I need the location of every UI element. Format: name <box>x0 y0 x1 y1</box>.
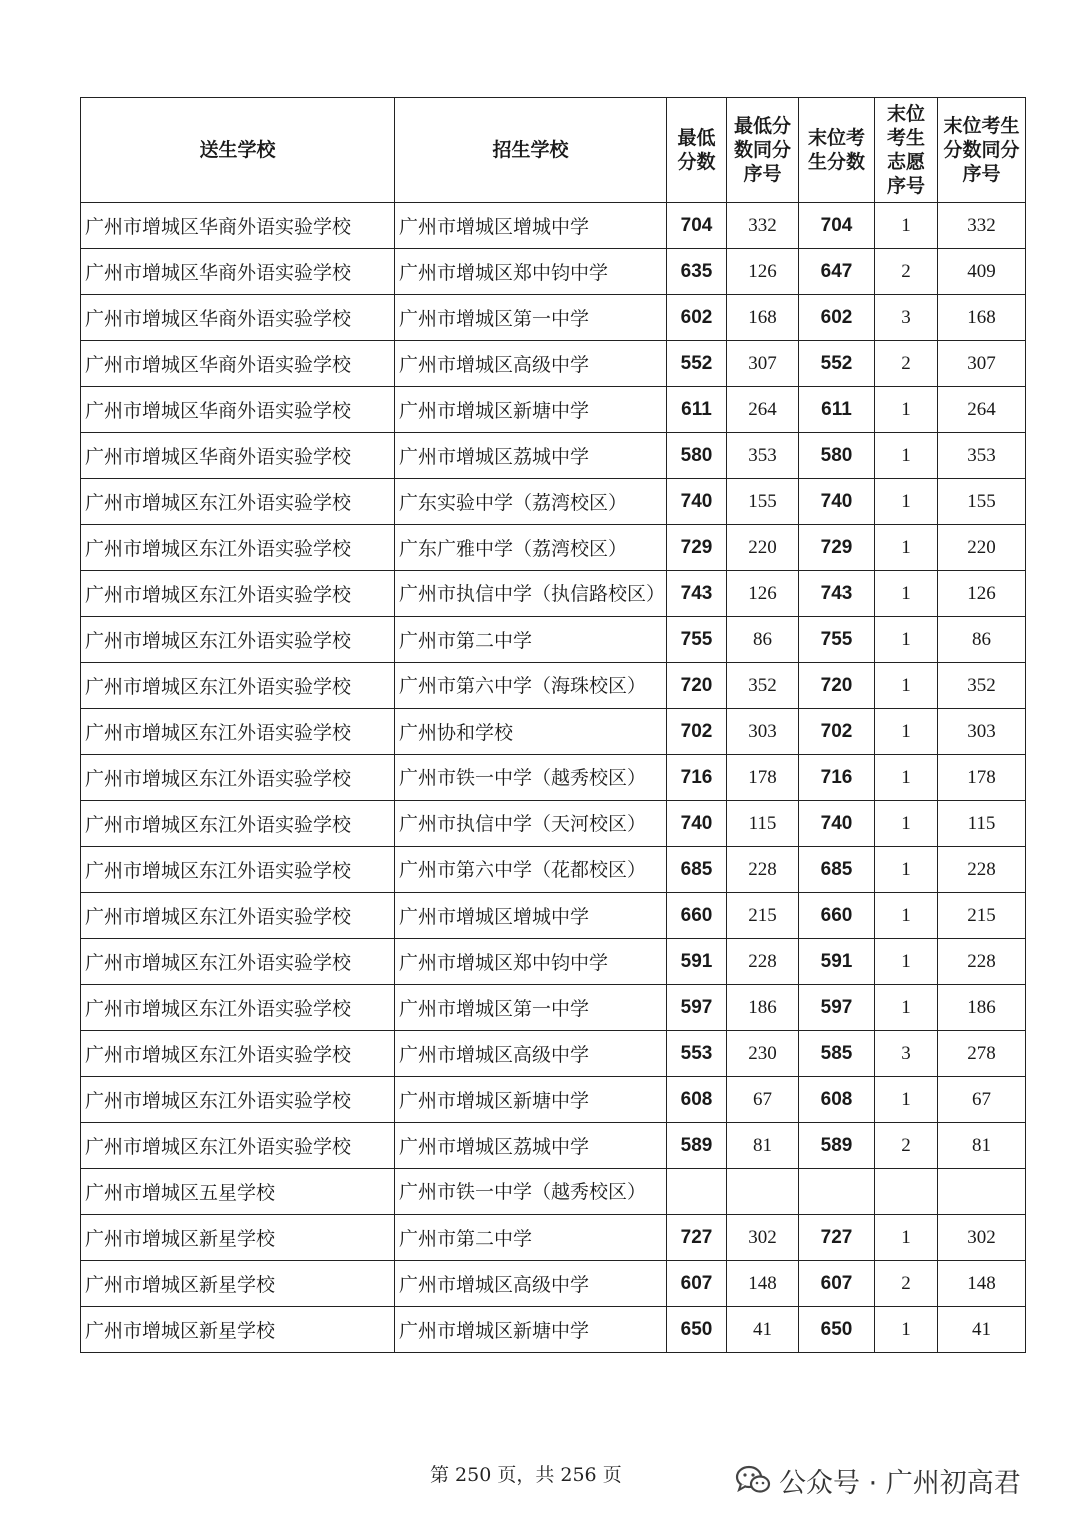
cell-recruiting-school: 广州市增城区增城中学 <box>395 203 667 249</box>
cell-sender-school: 广州市增城区东江外语实验学校 <box>81 571 395 617</box>
cell-recruiting-school: 广州市执信中学（执信路校区） <box>395 571 667 617</box>
cell-min-score: 727 <box>667 1215 727 1261</box>
cell-min-score: 716 <box>667 755 727 801</box>
cell-sender-school: 广州市增城区东江外语实验学校 <box>81 1031 395 1077</box>
cell-min-rank: 86 <box>727 617 799 663</box>
table-header-row <box>81 98 1026 203</box>
cell-recruiting-school: 广东广雅中学（荔湾校区） <box>395 525 667 571</box>
header-recruiting-school: 招生学校 <box>395 98 667 203</box>
cell-min-score: 611 <box>667 387 727 433</box>
cell-last-rank: 115 <box>938 801 1026 847</box>
cell-last-choice: 3 <box>875 295 938 341</box>
cell-recruiting-school: 广州市铁一中学（越秀校区） <box>395 755 667 801</box>
table-row <box>81 939 1026 985</box>
cell-last-rank: 264 <box>938 387 1026 433</box>
cell-last-score: 729 <box>799 525 875 571</box>
cell-min-rank: 264 <box>727 387 799 433</box>
cell-sender-school: 广州市增城区东江外语实验学校 <box>81 479 395 525</box>
cell-last-score: 589 <box>799 1123 875 1169</box>
table-row <box>81 617 1026 663</box>
cell-last-score: 585 <box>799 1031 875 1077</box>
cell-min-score: 602 <box>667 295 727 341</box>
cell-last-score: 720 <box>799 663 875 709</box>
cell-recruiting-school: 广州市增城区荔城中学 <box>395 433 667 479</box>
cell-recruiting-school: 广州市第二中学 <box>395 617 667 663</box>
cell-min-rank: 67 <box>727 1077 799 1123</box>
cell-last-rank: 86 <box>938 617 1026 663</box>
cell-last-choice: 2 <box>875 341 938 387</box>
table-body <box>81 203 1026 1353</box>
cell-last-choice: 1 <box>875 755 938 801</box>
cell-last-score: 650 <box>799 1307 875 1353</box>
cell-last-score: 704 <box>799 203 875 249</box>
cell-last-rank: 352 <box>938 663 1026 709</box>
table-row <box>81 295 1026 341</box>
table-row <box>81 479 1026 525</box>
table-row <box>81 1215 1026 1261</box>
cell-min-rank: 332 <box>727 203 799 249</box>
cell-min-rank: 220 <box>727 525 799 571</box>
cell-last-score: 591 <box>799 939 875 985</box>
wechat-icon <box>735 1465 771 1495</box>
cell-last-score: 597 <box>799 985 875 1031</box>
cell-recruiting-school: 广州市增城区新塘中学 <box>395 387 667 433</box>
cell-min-rank: 303 <box>727 709 799 755</box>
cell-sender-school: 广州市增城区东江外语实验学校 <box>81 617 395 663</box>
table-row <box>81 893 1026 939</box>
cell-last-rank: 353 <box>938 433 1026 479</box>
cell-sender-school: 广州市增城区东江外语实验学校 <box>81 847 395 893</box>
table-row <box>81 847 1026 893</box>
page-indicator: 第 250 页，共 256 页 <box>430 1464 622 1486</box>
cell-min-score: 635 <box>667 249 727 295</box>
cell-last-rank: 220 <box>938 525 1026 571</box>
table-row <box>81 801 1026 847</box>
table-row <box>81 1307 1026 1353</box>
cell-recruiting-school: 广州市增城区高级中学 <box>395 341 667 387</box>
cell-sender-school: 广州市增城区东江外语实验学校 <box>81 939 395 985</box>
cell-min-score: 553 <box>667 1031 727 1077</box>
cell-sender-school: 广州市增城区东江外语实验学校 <box>81 709 395 755</box>
cell-last-choice: 1 <box>875 1307 938 1353</box>
cell-last-score: 740 <box>799 801 875 847</box>
cell-min-score: 755 <box>667 617 727 663</box>
cell-last-rank <box>938 1169 1026 1215</box>
cell-min-rank: 307 <box>727 341 799 387</box>
cell-last-choice: 1 <box>875 571 938 617</box>
table-row <box>81 525 1026 571</box>
cell-sender-school: 广州市增城区华商外语实验学校 <box>81 341 395 387</box>
cell-min-score: 704 <box>667 203 727 249</box>
cell-last-rank: 186 <box>938 985 1026 1031</box>
cell-min-rank: 155 <box>727 479 799 525</box>
cell-sender-school: 广州市增城区东江外语实验学校 <box>81 525 395 571</box>
cell-last-choice: 1 <box>875 1215 938 1261</box>
cell-last-choice: 2 <box>875 1123 938 1169</box>
cell-sender-school: 广州市增城区新星学校 <box>81 1307 395 1353</box>
cell-recruiting-school: 广州市铁一中学（越秀校区） <box>395 1169 667 1215</box>
cell-min-rank: 215 <box>727 893 799 939</box>
cell-last-score: 602 <box>799 295 875 341</box>
cell-last-rank: 215 <box>938 893 1026 939</box>
cell-last-choice: 1 <box>875 617 938 663</box>
cell-recruiting-school: 广东实验中学（荔湾校区） <box>395 479 667 525</box>
cell-last-choice: 2 <box>875 249 938 295</box>
cell-last-choice: 1 <box>875 387 938 433</box>
cell-sender-school: 广州市增城区华商外语实验学校 <box>81 387 395 433</box>
header-last-score <box>799 98 875 203</box>
header-last-choice <box>875 98 938 203</box>
cell-last-choice: 1 <box>875 939 938 985</box>
cell-last-score: 716 <box>799 755 875 801</box>
cell-last-choice: 1 <box>875 893 938 939</box>
cell-recruiting-school: 广州市第六中学（海珠校区） <box>395 663 667 709</box>
cell-recruiting-school: 广州市增城区高级中学 <box>395 1031 667 1077</box>
cell-last-choice: 1 <box>875 1077 938 1123</box>
table-row <box>81 341 1026 387</box>
cell-last-rank: 168 <box>938 295 1026 341</box>
cell-recruiting-school: 广州市增城区郑中钧中学 <box>395 249 667 295</box>
cell-min-score: 552 <box>667 341 727 387</box>
table-row <box>81 433 1026 479</box>
cell-last-rank: 228 <box>938 847 1026 893</box>
cell-last-score: 660 <box>799 893 875 939</box>
cell-sender-school: 广州市增城区东江外语实验学校 <box>81 755 395 801</box>
cell-min-score: 740 <box>667 479 727 525</box>
table-row <box>81 663 1026 709</box>
cell-sender-school: 广州市增城区东江外语实验学校 <box>81 893 395 939</box>
cell-sender-school: 广州市增城区东江外语实验学校 <box>81 1123 395 1169</box>
cell-min-score: 597 <box>667 985 727 1031</box>
cell-min-rank <box>727 1169 799 1215</box>
header-last-score-text: 末位考生分数 <box>807 127 865 173</box>
cell-last-choice <box>875 1169 938 1215</box>
cell-recruiting-school: 广州市增城区郑中钧中学 <box>395 939 667 985</box>
cell-last-rank: 228 <box>938 939 1026 985</box>
cell-min-rank: 81 <box>727 1123 799 1169</box>
cell-last-choice: 1 <box>875 985 938 1031</box>
cell-last-choice: 1 <box>875 709 938 755</box>
cell-last-rank: 332 <box>938 203 1026 249</box>
cell-recruiting-school: 广州协和学校 <box>395 709 667 755</box>
cell-min-score: 660 <box>667 893 727 939</box>
header-min-rank-text: 最低分数同分序号 <box>733 115 791 185</box>
cell-recruiting-school: 广州市增城区高级中学 <box>395 1261 667 1307</box>
cell-min-score: 702 <box>667 709 727 755</box>
cell-min-rank: 353 <box>727 433 799 479</box>
cell-min-score: 743 <box>667 571 727 617</box>
cell-recruiting-school: 广州市增城区荔城中学 <box>395 1123 667 1169</box>
cell-sender-school: 广州市增城区东江外语实验学校 <box>81 985 395 1031</box>
cell-recruiting-school: 广州市第二中学 <box>395 1215 667 1261</box>
cell-min-score: 685 <box>667 847 727 893</box>
cell-last-rank: 81 <box>938 1123 1026 1169</box>
cell-last-choice: 1 <box>875 203 938 249</box>
table-row <box>81 1169 1026 1215</box>
admission-table <box>80 97 1026 1353</box>
cell-last-score: 685 <box>799 847 875 893</box>
watermark <box>735 1458 1021 1502</box>
table-row <box>81 755 1026 801</box>
cell-min-score: 589 <box>667 1123 727 1169</box>
cell-last-score: 647 <box>799 249 875 295</box>
cell-sender-school: 广州市增城区东江外语实验学校 <box>81 801 395 847</box>
table-row <box>81 387 1026 433</box>
header-sender-school: 送生学校 <box>81 98 395 203</box>
cell-min-score: 607 <box>667 1261 727 1307</box>
cell-last-score: 552 <box>799 341 875 387</box>
cell-last-rank: 178 <box>938 755 1026 801</box>
cell-min-rank: 228 <box>727 939 799 985</box>
header-min-rank <box>727 98 799 203</box>
table-row <box>81 1077 1026 1123</box>
cell-sender-school: 广州市增城区东江外语实验学校 <box>81 1077 395 1123</box>
table-row <box>81 709 1026 755</box>
cell-last-score <box>799 1169 875 1215</box>
cell-min-rank: 230 <box>727 1031 799 1077</box>
cell-last-score: 740 <box>799 479 875 525</box>
cell-min-score: 720 <box>667 663 727 709</box>
cell-min-rank: 126 <box>727 249 799 295</box>
cell-min-rank: 302 <box>727 1215 799 1261</box>
cell-min-score: 580 <box>667 433 727 479</box>
cell-min-score: 740 <box>667 801 727 847</box>
header-last-rank-text: 末位考生分数同分序号 <box>943 115 1020 185</box>
header-min-score-text: 最低分数 <box>677 127 716 173</box>
cell-min-score: 729 <box>667 525 727 571</box>
cell-min-rank: 115 <box>727 801 799 847</box>
cell-last-score: 727 <box>799 1215 875 1261</box>
cell-min-rank: 148 <box>727 1261 799 1307</box>
cell-min-score: 591 <box>667 939 727 985</box>
cell-last-score: 608 <box>799 1077 875 1123</box>
cell-last-rank: 307 <box>938 341 1026 387</box>
cell-sender-school: 广州市增城区华商外语实验学校 <box>81 295 395 341</box>
cell-sender-school: 广州市增城区五星学校 <box>81 1169 395 1215</box>
cell-last-score: 580 <box>799 433 875 479</box>
cell-recruiting-school: 广州市增城区增城中学 <box>395 893 667 939</box>
table-row <box>81 1261 1026 1307</box>
header-min-score <box>667 98 727 203</box>
cell-min-rank: 168 <box>727 295 799 341</box>
table-row <box>81 203 1026 249</box>
cell-last-rank: 155 <box>938 479 1026 525</box>
cell-min-rank: 126 <box>727 571 799 617</box>
cell-min-score <box>667 1169 727 1215</box>
cell-min-score: 650 <box>667 1307 727 1353</box>
cell-last-choice: 1 <box>875 433 938 479</box>
cell-last-rank: 303 <box>938 709 1026 755</box>
cell-last-score: 743 <box>799 571 875 617</box>
cell-last-rank: 126 <box>938 571 1026 617</box>
cell-recruiting-school: 广州市增城区新塘中学 <box>395 1077 667 1123</box>
cell-last-choice: 1 <box>875 525 938 571</box>
cell-last-rank: 302 <box>938 1215 1026 1261</box>
cell-last-rank: 148 <box>938 1261 1026 1307</box>
cell-recruiting-school: 广州市增城区新塘中学 <box>395 1307 667 1353</box>
cell-last-rank: 278 <box>938 1031 1026 1077</box>
table-row <box>81 1031 1026 1077</box>
cell-last-score: 607 <box>799 1261 875 1307</box>
header-last-choice-text: 末位考生志愿序号 <box>886 103 925 197</box>
cell-min-rank: 186 <box>727 985 799 1031</box>
cell-min-rank: 228 <box>727 847 799 893</box>
cell-sender-school: 广州市增城区新星学校 <box>81 1215 395 1261</box>
cell-min-rank: 178 <box>727 755 799 801</box>
cell-last-score: 611 <box>799 387 875 433</box>
cell-last-score: 702 <box>799 709 875 755</box>
header-last-rank <box>938 98 1026 203</box>
cell-min-score: 608 <box>667 1077 727 1123</box>
table-row <box>81 985 1026 1031</box>
cell-sender-school: 广州市增城区新星学校 <box>81 1261 395 1307</box>
cell-last-choice: 1 <box>875 479 938 525</box>
cell-last-rank: 67 <box>938 1077 1026 1123</box>
table-row <box>81 1123 1026 1169</box>
table-row <box>81 249 1026 295</box>
cell-sender-school: 广州市增城区华商外语实验学校 <box>81 433 395 479</box>
cell-last-choice: 1 <box>875 801 938 847</box>
cell-sender-school: 广州市增城区华商外语实验学校 <box>81 249 395 295</box>
cell-min-rank: 352 <box>727 663 799 709</box>
cell-last-rank: 41 <box>938 1307 1026 1353</box>
watermark-text: 公众号 · 广州初高君 <box>779 1467 1021 1499</box>
cell-recruiting-school: 广州市增城区第一中学 <box>395 985 667 1031</box>
cell-sender-school: 广州市增城区华商外语实验学校 <box>81 203 395 249</box>
cell-recruiting-school: 广州市第六中学（花都校区） <box>395 847 667 893</box>
cell-recruiting-school: 广州市增城区第一中学 <box>395 295 667 341</box>
cell-last-choice: 3 <box>875 1031 938 1077</box>
cell-last-choice: 2 <box>875 1261 938 1307</box>
table-row <box>81 571 1026 617</box>
cell-sender-school: 广州市增城区东江外语实验学校 <box>81 663 395 709</box>
cell-min-rank: 41 <box>727 1307 799 1353</box>
cell-last-score: 755 <box>799 617 875 663</box>
cell-last-choice: 1 <box>875 663 938 709</box>
cell-recruiting-school: 广州市执信中学（天河校区） <box>395 801 667 847</box>
cell-last-choice: 1 <box>875 847 938 893</box>
cell-last-rank: 409 <box>938 249 1026 295</box>
